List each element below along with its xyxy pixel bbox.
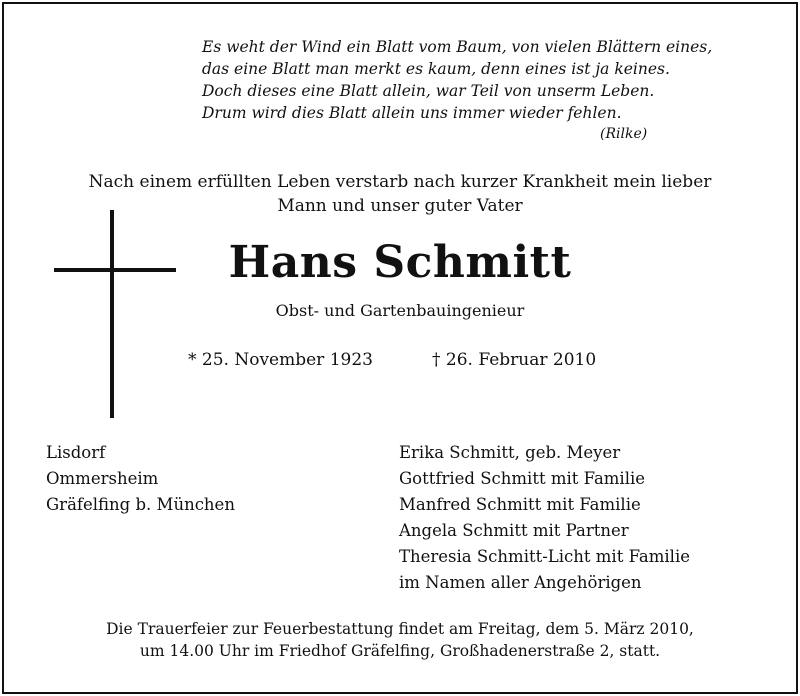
intro-text bbox=[0, 170, 800, 218]
mourner-item: Manfred Schmitt mit Familie bbox=[399, 495, 641, 514]
funeral-line: Die Trauerfeier zur Feuerbestattung findet am Freitag, dem 5. März 2010, bbox=[106, 620, 694, 638]
place-item: Gräfelfing b. München bbox=[46, 495, 235, 514]
poem-line: Doch dieses eine Blatt allein, war Teil von unserm Leben. bbox=[202, 82, 655, 100]
mourner-item: Theresia Schmitt-Licht mit Familie bbox=[399, 547, 690, 566]
deceased-profession: Obst- und Gartenbauingenieur bbox=[275, 301, 525, 320]
intro-line: Nach einem erfüllten Leben verstarb nach kurzer Krankheit mein lieber bbox=[88, 172, 712, 192]
poem bbox=[202, 36, 782, 124]
birth-date: * 25. November 1923 bbox=[188, 350, 373, 370]
funeral-line: um 14.00 Uhr im Friedhof Gräfelfing, Großhadenerstraße 2, statt. bbox=[139, 642, 661, 660]
cross-vertical-bar bbox=[110, 210, 114, 418]
place-item: Ommersheim bbox=[46, 469, 159, 488]
poem-line: das eine Blatt man merkt es kaum, denn eines ist ja keines. bbox=[202, 60, 670, 78]
mourner-item: Erika Schmitt, geb. Meyer bbox=[399, 443, 621, 462]
mourner-item: Gottfried Schmitt mit Familie bbox=[399, 469, 646, 488]
mourner-item: Angela Schmitt mit Partner bbox=[399, 521, 629, 540]
mourner-item: im Namen aller Angehörigen bbox=[399, 573, 642, 592]
place-item: Lisdorf bbox=[46, 443, 106, 462]
funeral-notice bbox=[0, 618, 800, 662]
poem-author: (Rilke) bbox=[600, 126, 648, 142]
poem-line: Drum wird dies Blatt allein uns immer wieder fehlen. bbox=[202, 104, 622, 122]
mourners-list bbox=[399, 440, 690, 596]
poem-line: Es weht der Wind ein Blatt vom Baum, von vielen Blättern eines, bbox=[202, 38, 713, 56]
deceased-name: Hans Schmitt bbox=[228, 237, 572, 288]
places-list bbox=[46, 440, 235, 518]
death-date: † 26. Februar 2010 bbox=[432, 350, 597, 370]
intro-line: Mann und unser guter Vater bbox=[277, 196, 523, 216]
